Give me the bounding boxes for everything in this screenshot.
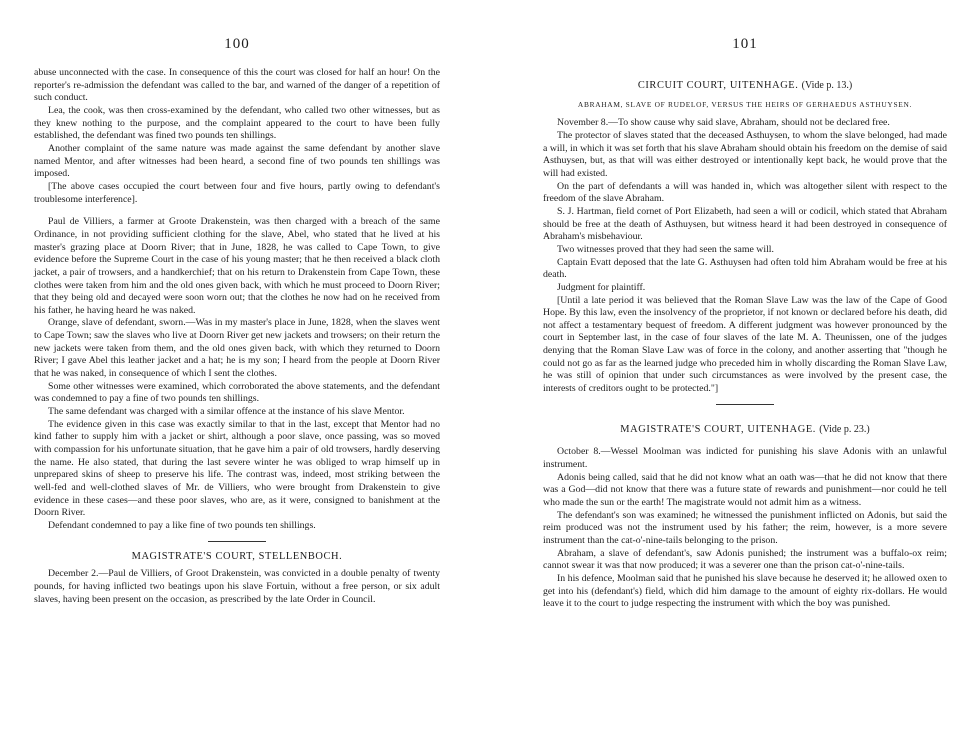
- heading-title: CIRCUIT COURT, UITENHAGE.: [637, 80, 799, 91]
- section-divider: [716, 404, 774, 405]
- paragraph: Paul de Villiers, a farmer at Groote Drakenstein, was then charged with a breach of the same Ordinance, in not providing sufficient clothing for the slave, Abel, who stated that he lived at his master's grazing place at Doorn River; that in June, 1828, he was called to Cape Town, to give evidence before the Supreme Court in the case of his young master; that he then received a black cloth jacket, a pair of trowsers, and a handkerchief; that on his return to Drakenstein from Cape Town, these clothes were taken from him and the old ones given back, with which he must proceed to Doorn River; that they being old and decayed were soon worn out; that the clothes he now had on he received from his father, he having heard he was naked.: [34, 216, 440, 316]
- heading-title: MAGISTRATE'S COURT, UITENHAGE.: [620, 423, 816, 435]
- paragraph: Defendant condemned to pay a like fine of two pounds ten shillings.: [48, 519, 316, 531]
- section-heading: [543, 424, 947, 437]
- paragraph: The evidence given in this case was exactly similar to that in the last, except that Mentor had no kind father to supply him with a jacket or shirt, although a poor slave, once passing, was so moved with compassion for his unfortunate situation, that he gave him a pair of old trowsers, hardly deserving the name. He also stated, that during the last severe winter he was obliged to wrap himself up in unprepared skins of sheep to preserve his life. The contrast was, indeed, most striking between the well-fed and well-clothed slaves of Mr. de Villiers, who were brought from Drakenstein to give evidence in these cases—and these poor slaves, who are, as it were, consigned to banishment at the Doorn River.: [34, 418, 440, 519]
- paragraph: November 8.—To show cause why said slave, Abraham, should not be declared free.: [557, 117, 890, 129]
- paragraph: In his defence, Moolman said that he punished his slave because he deserved it; he allowed oxen to get into his (defendant's) field, which did him damage to the amount of eighty rix-dollars. He would leave it to the court to judge respecting the instrument with which the boy was punished.: [543, 572, 947, 610]
- paragraph: Lea, the cook, was then cross-examined by the defendant, who called two other witnesses, but as they knew nothing to the purpose, and the complaint appeared to the court to have been fully established, the defendant was fined two pounds ten shillings.: [34, 104, 440, 142]
- page-number: 101: [732, 36, 758, 52]
- paragraph: On the part of defendants a will was handed in, which was altogether silent with respect to the freedom of the slave Abraham.: [543, 180, 947, 205]
- left-page-text: [34, 67, 440, 606]
- heading-reference: (Vide p. 23.): [819, 423, 870, 435]
- paragraph: Captain Evatt deposed that the late G. Asthuysen had often told him Abraham would be free at his death.: [543, 256, 947, 281]
- paragraph: The defendant's son was examined; he witnessed the punishment inflicted on Adonis, but said the reim produced was not the instrument used by his father; the reim, however, is a more severe instrument than the cat-o'-nine-tails belonging to the prison.: [543, 509, 947, 546]
- spacer: [543, 414, 947, 424]
- paragraph: Two witnesses proved that they had seen the same will.: [557, 243, 774, 255]
- left-page: [34, 0, 440, 740]
- paragraph: Adonis being called, said that he did not know what an oath was—that he did not know that there was a God—did not know that there was a future state of rewards and punishment—nor could he tell who made the sun or the earth! The magistrate would not admit him as a witness.: [543, 471, 947, 509]
- paragraph: S. J. Hartman, field cornet of Port Elizabeth, had seen a will or codicil, which stated that Abraham should be free at the death of Asthuysen, but witness heard it had been destroyed in consequence of Abraham's misbehaviour.: [543, 205, 947, 243]
- paragraph: Orange, slave of defendant, sworn.—Was in my master's place in June, 1828, when the slaves went to Cape Town; saw the slaves who live at Doorn River get new jackets and trowsers; on their return the new jackets were taken from them, and the old ones given back, with which they returned to Doorn River; I gave Abel this leather jacket and a hat; he is my son; I heard from the people at Doorn River that he was naked, in consequence of which I sent the clothes.: [34, 317, 440, 380]
- spacer: [34, 206, 440, 216]
- paragraph: abuse unconnected with the case. In consequence of this the court was closed for half an hour! On the reporter's re-admission the defendant was called to the bar, and warned of the danger of a repetition of such conduct.: [34, 67, 440, 104]
- heading-reference: (Vide p. 13.): [801, 80, 853, 91]
- paragraph: Judgment for plaintiff.: [557, 281, 646, 293]
- paragraph: December 2.—Paul de Villiers, of Groot Drakenstein, was convicted in a double penalty of twenty pounds, for having inflicted two beatings upon his slave Fortuin, without a free person, or six adult slaves, having been present on the occasion, as prescribed by the late Order in Council.: [34, 568, 440, 605]
- section-heading: [543, 80, 947, 93]
- paragraph: Another complaint of the same nature was made against the same defendant by another slave named Mentor, and after witnesses had been heard, a second fine of two pounds ten shillings was imposed.: [34, 142, 440, 180]
- paragraph: The protector of slaves stated that the deceased Asthuysen, to whom the slave belonged, had made a will, in which it was set forth that his slave Abraham should obtain his freedom on the demise of said Asthuysen, but, as that will was either destroyed or intentionally kept back, he would prove that the will had existed.: [543, 129, 947, 179]
- spacer: [543, 436, 947, 446]
- section-heading: MAGISTRATE'S COURT, STELLENBOCH.: [131, 550, 343, 562]
- page-number: 100: [224, 36, 250, 52]
- paragraph: Some other witnesses were examined, which corroborated the above statements, and the defendant was condemned to pay a fine of two pounds ten shillings.: [34, 380, 440, 405]
- paragraph: The same defendant was charged with a similar offence at the instance of his slave Mentor.: [48, 406, 405, 418]
- paragraph: October 8.—Wessel Moolman was indicted for punishing his slave Adonis with an unlawful instrument.: [543, 446, 947, 471]
- paragraph: Abraham, a slave of defendant's, saw Adonis punished; the instrument was a buffalo-ox reim; cannot swear it was that now produced; it was a severer one than the prison cat-o'-nine-tails.: [543, 547, 947, 572]
- paragraph: [The above cases occupied the court between four and five hours, partly owing to defendant's troublesome interference].: [34, 180, 440, 205]
- right-page-text: [543, 80, 947, 611]
- case-title: ABRAHAM, SLAVE OF RUDELOF, VERSUS THE HEIRS OF GERHAEDUS ASTHUYSEN.: [577, 99, 913, 109]
- paragraph: [Until a late period it was believed that the Roman Slave Law was the law of the Cape of Good Hope. By this law, even the insolvency of the proprietor, if not known or declared before his death, did not affect a testamentary bequest of freedom. A different judgment was however pronounced by the court in September last, in the case of four slaves of the late M. A. Theunissen, one of the judges denying that the Roman Slave Law was of force in the colony, and another asserting that "though he could not go as far as the learned judge who preceded him in wholly discarding the Roman Slave Law, he was still of opinion that under such circumstances as were involved by the present case, the interests of creditors ought to be protected."]: [543, 294, 947, 395]
- section-divider: [208, 541, 266, 542]
- right-page: [543, 0, 947, 740]
